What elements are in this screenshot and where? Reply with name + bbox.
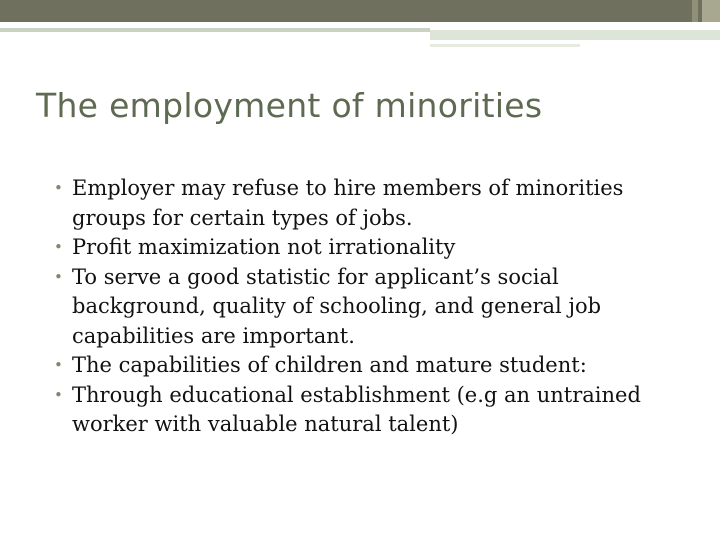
bullet-dot-icon: • xyxy=(54,179,63,197)
bullet-dot-icon: • xyxy=(54,267,63,286)
top-band-accent xyxy=(692,0,698,22)
decorative-rule-right xyxy=(430,30,720,40)
bullet-text: Employer may refuse to hire members of minorities groups for certain types of jobs. xyxy=(72,176,624,230)
top-band-accent-right xyxy=(702,0,720,22)
bullet-list xyxy=(54,174,694,440)
bullet-text: To serve a good statistic for applicant’s social background, quality of schooling, and general job capabilities are important. xyxy=(72,264,602,348)
bullet-item xyxy=(54,174,694,233)
decorative-rule-left xyxy=(0,28,430,32)
bullet-dot-icon: • xyxy=(54,356,63,374)
bullet-text: Profit maximization not irrationality xyxy=(72,235,456,259)
bullet-item xyxy=(54,233,694,263)
top-decorative-band xyxy=(0,0,720,22)
bullet-text: The capabilities of children and mature student: xyxy=(72,353,587,377)
bullet-item xyxy=(54,381,694,440)
bullet-text: Through educational establishment (e.g an untrained worker with valuable natural talent) xyxy=(72,382,641,436)
bullet-dot-icon: • xyxy=(54,238,63,256)
bullet-item xyxy=(54,263,694,352)
bullet-dot-icon: • xyxy=(54,385,63,404)
slide-title: The employment of minorities xyxy=(36,86,543,125)
decorative-rule-thin xyxy=(430,44,580,47)
bullet-item xyxy=(54,351,694,381)
